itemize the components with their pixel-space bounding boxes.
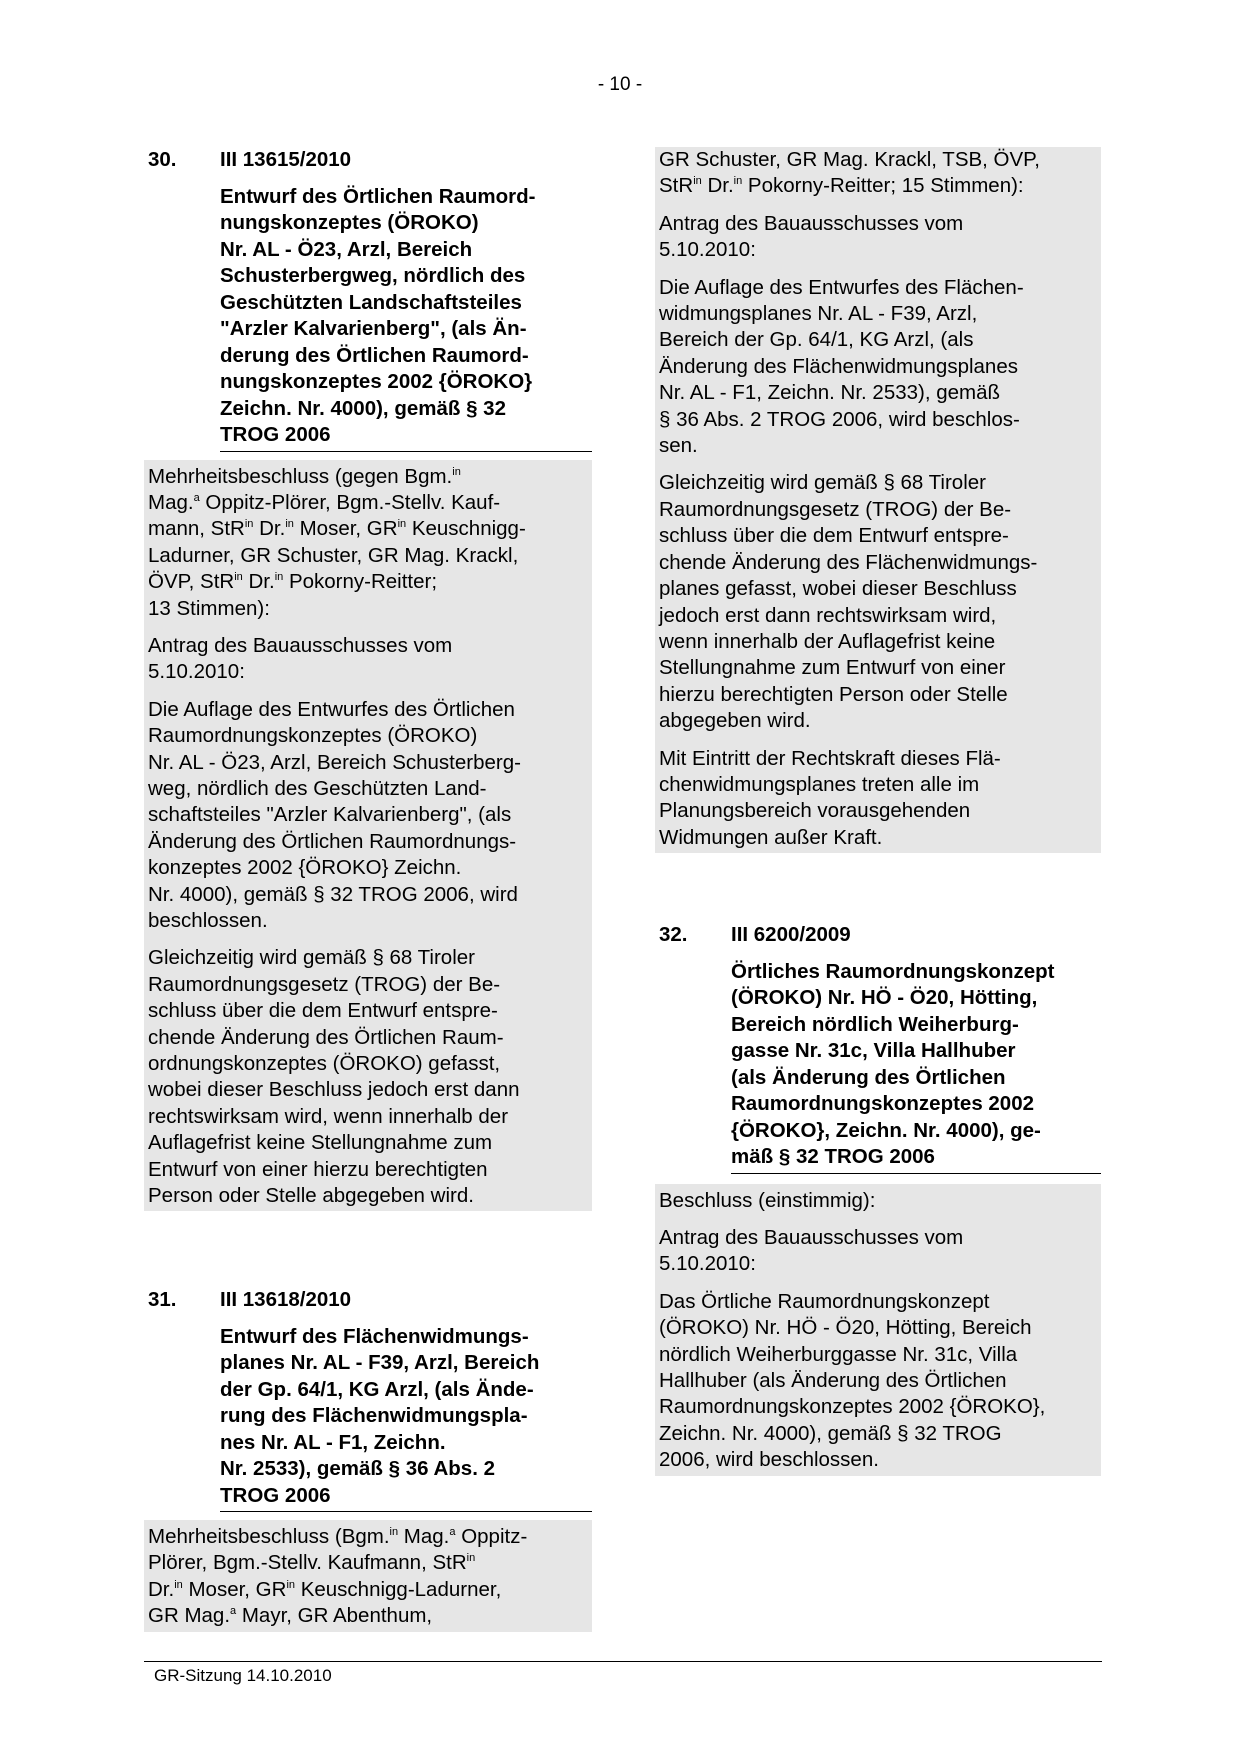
- item-31-header: [144, 1287, 592, 1512]
- item-30-antrag: Antrag des Bauausschusses vom 5.10.2010:: [148, 633, 453, 684]
- item-32-title: Örtliches Raumordnungskonzept (ÖROKO) Nr. HÖ - Ö20, Hötting, Bereich nördlich Weiherburg- gasse Nr. 31c, Villa Hallhuber (als Änderung des Örtlichen Raumordnungskonzeptes 2002 {ÖROKO}, Zeichn. Nr. 4000), ge- mäß § 32 TROG 2006: [731, 959, 1101, 1174]
- item-32-antrag: Antrag des Bauausschusses vom 5.10.2010:: [659, 1225, 964, 1276]
- item-30: [144, 147, 592, 1211]
- item-30-ref: III 13615/2010: [220, 148, 352, 171]
- item-30-body: Die Auflage des Entwurfes des Örtlichen Raumordnungskonzeptes (ÖROKO) Nr. AL - Ö23, Arzl, Bereich Schusterberg- weg, nördlich des Geschützten Land- schaftsteiles "Arzler Kalvarienberg", (als Änderung des Örtlichen Raumordnungs- konzeptes 2002 {ÖROKO} Zeichn. Nr. 4000), gemäß § 32 TROG 2006, wird beschlossen.: [148, 697, 521, 932]
- page-number: - 10 -: [597, 74, 643, 95]
- item-30-header: [144, 147, 592, 452]
- item-31: [144, 1287, 592, 1632]
- item-31-vote-continued: GR Schuster, GR Mag. Krackl, TSB, ÖVP, StR$^{in}$ Dr.$^{in}$ Pokorny-Reitter; 15 Stimmen):: [659, 148, 1040, 198]
- footer-rule: [144, 1661, 1102, 1662]
- item-32-header: [655, 922, 1101, 1174]
- item-31-title: Entwurf des Flächenwidmungs- planes Nr. AL - F39, Arzl, Bereich der Gp. 64/1, KG Arzl, (als Ände- rung des Flächenwidmungspla- nes Nr. AL - F1, Zeichn. Nr. 2533), gemäß § 36 Abs. 2 TROG 2006: [220, 1324, 592, 1513]
- item-30-vote: Mehrheitsbeschluss (gegen Bgm.$^{in}$ Mag.$^a$ Oppitz-Plörer, Bgm.-Stellv. Kauf- mann, StR$^{in}$ Dr.$^{in}$ Moser, $GR^{in}$ Keuschnigg- Ladurner, GR Schuster, GR Mag. Krackl, ÖVP, StR$^{in}$ Dr.$^{in}$ Pokorny-Reitter; 13 Stimmen):: [148, 464, 526, 620]
- item-32-vote: Beschluss (einstimmig):: [659, 1188, 876, 1212]
- item-32-body: Das Örtliche Raumordnungskonzept (ÖROKO) Nr. HÖ - Ö20, Hötting, Bereich nördlich Weiherburggasse Nr. 31c, Villa Hallhuber (als Änderung des Örtlichen Raumordnungskonzeptes 2002 {ÖROKO}, Zeichn. Nr. 4000), gemäß § 32 TROG 2006, wird beschlossen.: [659, 1289, 1046, 1472]
- item-30-title: Entwurf des Örtlichen Raumord- nungskonzeptes (ÖROKO) Nr. AL - Ö23, Arzl, Bereich Schusterbergweg, nördlich des Geschützten Landschaftsteiles "Arzler Kalvarienberg", (als Än- derung des Örtlichen Raumord- nungskonzeptes 2002 {ÖROKO} Zeichn. Nr. 4000), gemäß § 32 TROG 2006: [220, 184, 592, 452]
- item-30-gleichzeitig: Gleichzeitig wird gemäß § 68 Tiroler Raumordnungsgesetz (TROG) der Be- schluss über die dem Entwurf entspre- chende Änderung des Örtlichen Raum- ordnungskonzeptes (ÖROKO) gefasst, wobei dieser Beschluss jedoch erst dann rechtswirksam wird, wenn innerhalb der Auflagefrist keine Stellungnahme zum Entwurf von einer hierzu berechtigten Person oder Stelle abgegeben wird.: [148, 946, 520, 1208]
- item-32-ref: III 6200/2009: [731, 923, 851, 946]
- footer-text: GR-Sitzung 14.10.2010: [154, 1666, 332, 1685]
- item-31-decision-continued: [655, 147, 1101, 853]
- item-31-gleichzeitig: Gleichzeitig wird gemäß § 68 Tiroler Raumordnungsgesetz (TROG) der Be- schluss über die dem Entwurf entspre- chende Änderung des Flächenwidmungs- planes gefasst, wobei dieser Beschluss jedoch erst dann rechtswirksam wird, wenn innerhalb der Auflagefrist keine Stellungnahme zum Entwurf von einer hierzu berechtigten Person oder Stelle abgegeben wird.: [659, 471, 1038, 733]
- item-31-decision: [144, 1520, 592, 1632]
- item-31-number: 31.: [148, 1288, 177, 1311]
- item-30-number: 30.: [148, 148, 177, 171]
- item-31-eintritt: Mit Eintritt der Rechtskraft dieses Flä- chenwidmungsplanes treten alle im Planungsbereich vorausgehenden Widmungen außer Kraft.: [659, 746, 1001, 849]
- item-31-body: Die Auflage des Entwurfes des Flächen- widmungsplanes Nr. AL - F39, Arzl, Bereich der Gp. 64/1, KG Arzl, (als Änderung des Flächenwidmungsplanes Nr. AL - F1, Zeichn. Nr. 2533), gemäß § 36 Abs. 2 TROG 2006, wird beschlos- sen.: [659, 275, 1024, 458]
- item-31-continued: [655, 147, 1101, 853]
- item-31-vote: Mehrheitsbeschluss (Bgm.$^{in}$ Mag.$^a$ Oppitz- Plörer, Bgm.-Stellv. Kaufmann, StR$^{in}$ Dr.$^{in}$ Moser, $GR^{in}$ Keuschnigg-Ladurner, GR Mag.$^a$ Mayr, GR Abenthum,: [148, 1525, 528, 1628]
- item-32-number: 32.: [659, 923, 688, 946]
- item-30-decision: [144, 460, 592, 1212]
- item-32: [655, 922, 1101, 1476]
- item-32-decision: [655, 1184, 1101, 1476]
- item-31-ref: III 13618/2010: [220, 1288, 352, 1311]
- item-31-antrag: Antrag des Bauausschusses vom 5.10.2010:: [659, 211, 964, 262]
